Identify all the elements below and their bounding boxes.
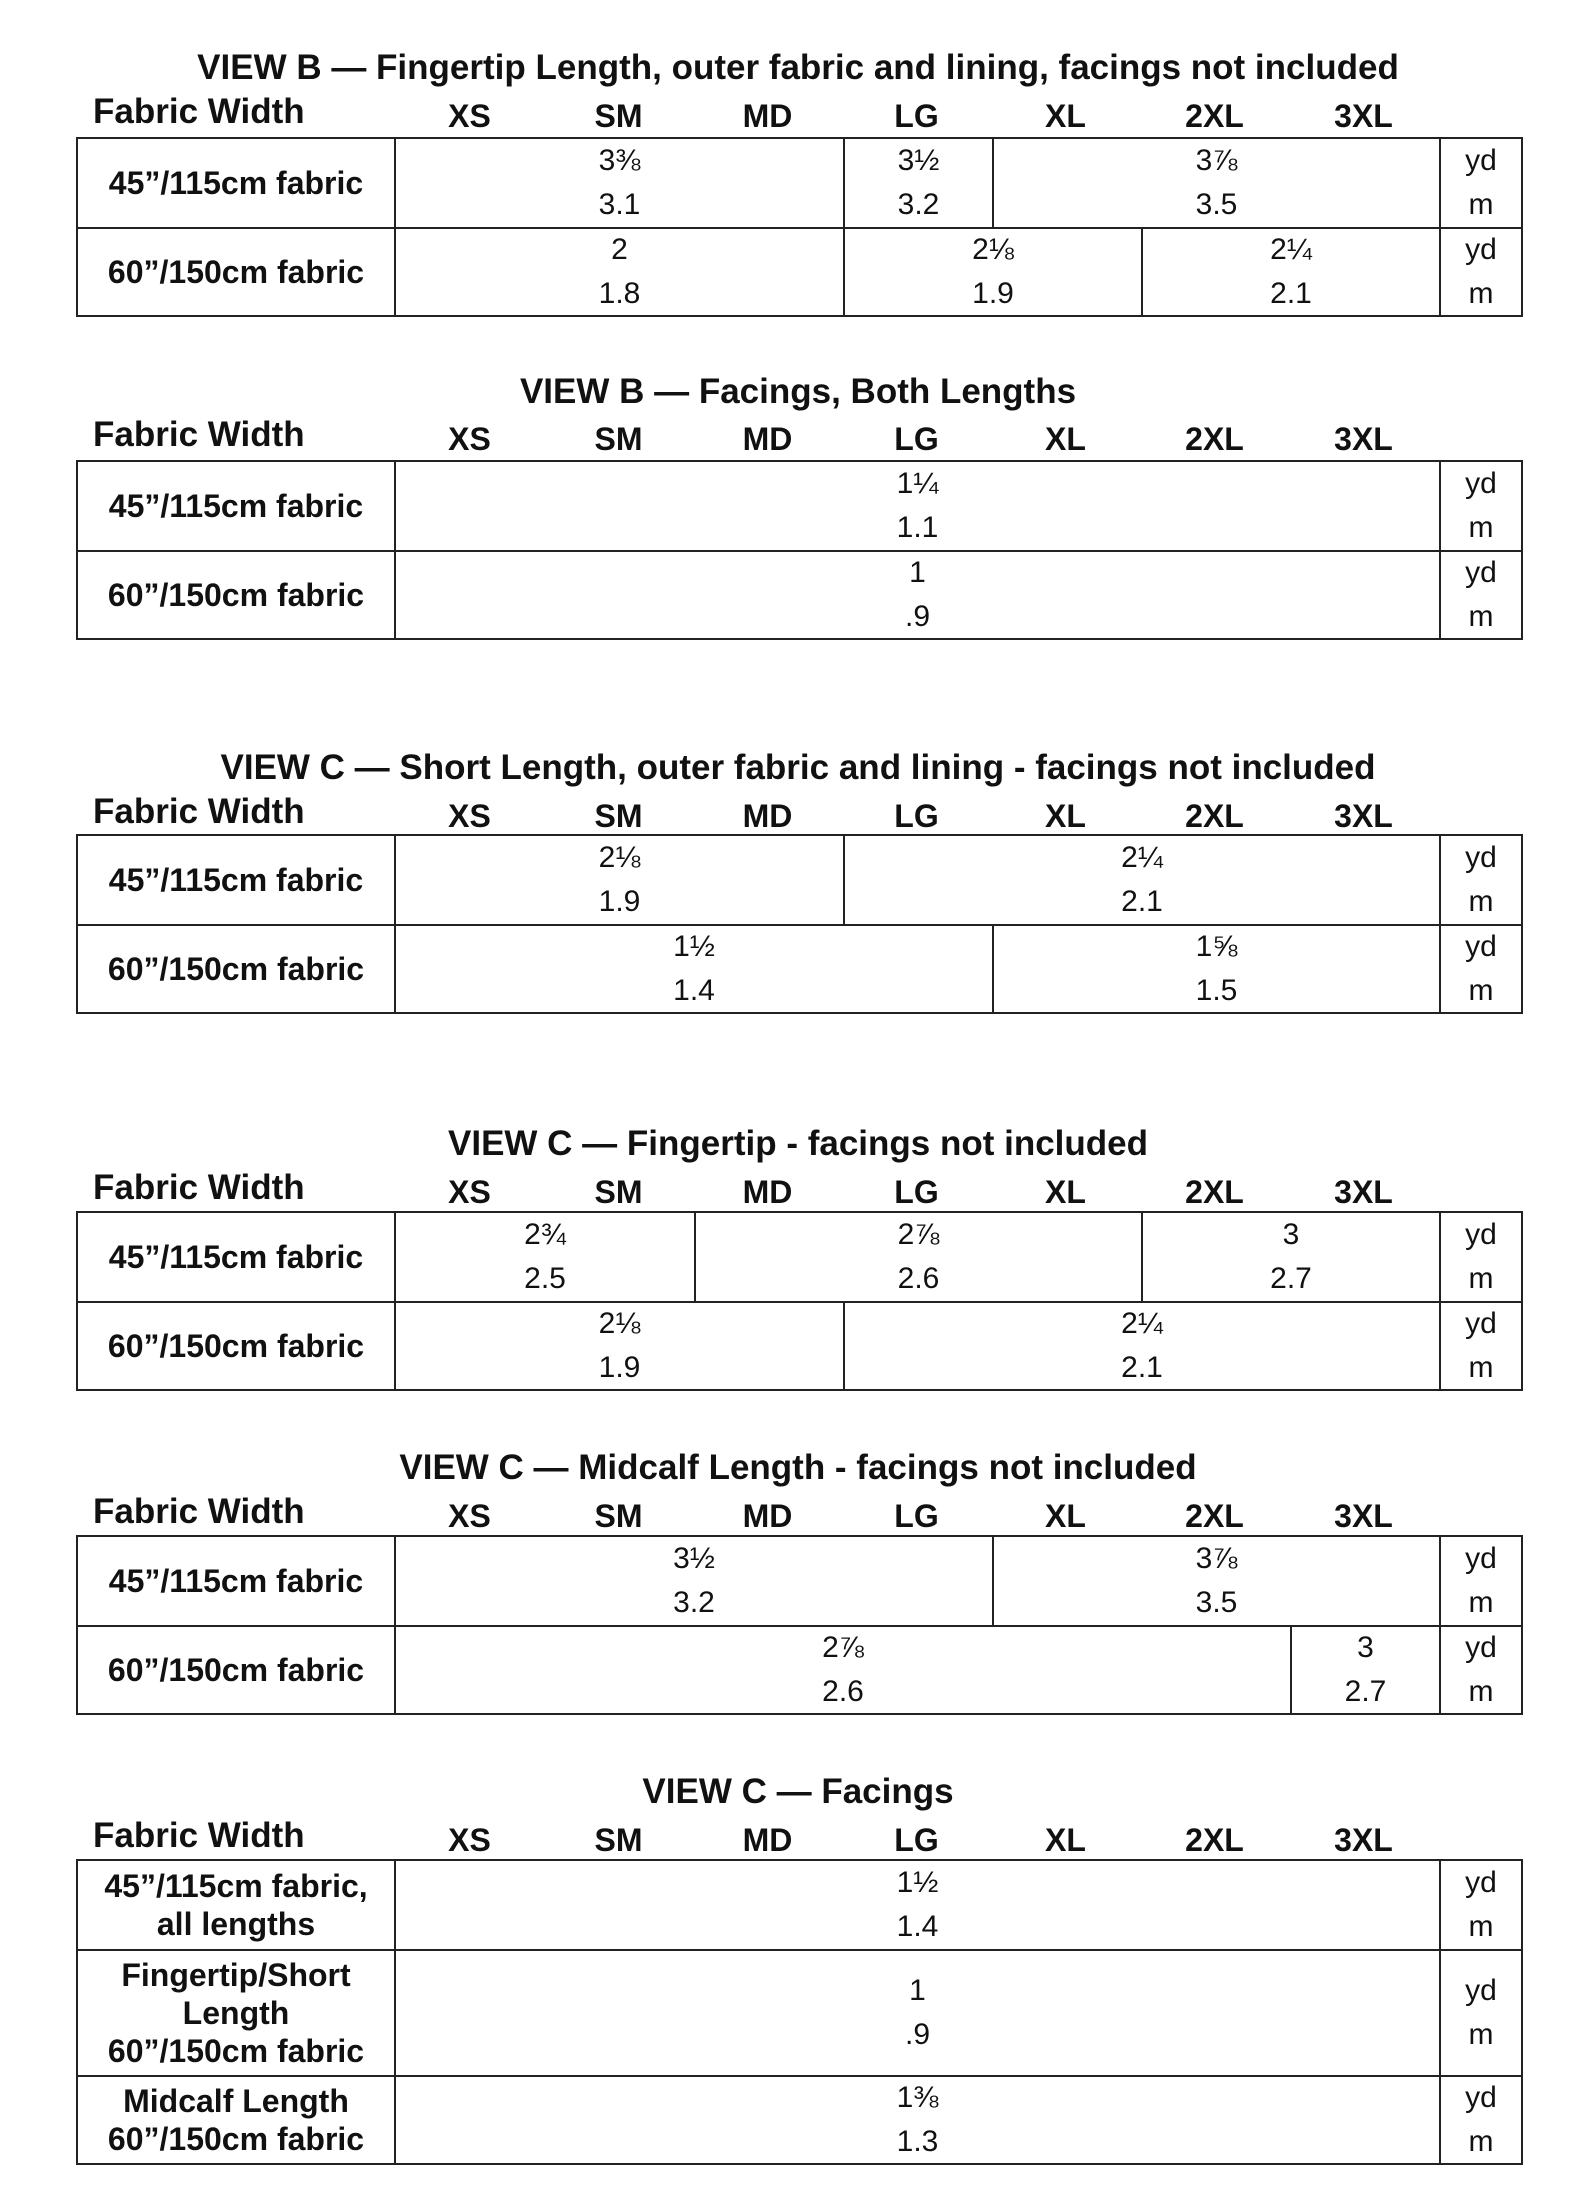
yardage-yd: 1½ bbox=[673, 930, 715, 963]
unit-m: m bbox=[1468, 974, 1494, 1007]
unit-yd: yd bbox=[1465, 233, 1497, 266]
unit-yd: yd bbox=[1465, 1542, 1497, 1575]
yardage-m: 1.4 bbox=[896, 1910, 939, 1943]
size-header-3xl: 3XL bbox=[1334, 798, 1393, 834]
unit-yd: yd bbox=[1465, 1218, 1497, 1251]
row-label: 45”/115cm fabric bbox=[78, 1537, 396, 1625]
size-header-md: MD bbox=[742, 1174, 793, 1210]
fabric-width-header: Fabric Width bbox=[93, 1492, 305, 1531]
yardage-cell bbox=[845, 229, 1143, 315]
size-header-sm: SM bbox=[594, 421, 643, 457]
size-header-3xl: 3XL bbox=[1334, 1174, 1393, 1210]
table-row bbox=[78, 2075, 1521, 2163]
yardage-m: 1.1 bbox=[896, 511, 939, 544]
size-header-xs: XS bbox=[448, 1498, 491, 1534]
row-label: 45”/115cm fabric, all lengths bbox=[78, 1861, 396, 1949]
size-header-xl: XL bbox=[1045, 1498, 1086, 1534]
yardage-m: .9 bbox=[904, 2018, 931, 2051]
unit-column bbox=[1439, 2077, 1521, 2163]
table-row bbox=[78, 1625, 1521, 1713]
unit-column bbox=[1439, 926, 1521, 1012]
row-label: Fingertip/Short Length 60”/150cm fabric bbox=[78, 1951, 396, 2075]
yardage-yd: 3 bbox=[1282, 1218, 1300, 1251]
unit-column bbox=[1439, 1861, 1521, 1949]
row-label: 60”/150cm fabric bbox=[78, 1303, 396, 1389]
table-title: VIEW C — Facings bbox=[642, 1772, 954, 1811]
yardage-m: 2.5 bbox=[524, 1262, 566, 1295]
row-label: 60”/150cm fabric bbox=[78, 229, 396, 315]
row-label: Midcalf Length 60”/150cm fabric bbox=[78, 2077, 396, 2163]
table-title: VIEW B — Facings, Both Lengths bbox=[519, 372, 1077, 411]
unit-yd: yd bbox=[1465, 144, 1497, 177]
unit-yd: yd bbox=[1465, 841, 1497, 874]
size-header-lg: LG bbox=[894, 798, 939, 834]
yardage-cell bbox=[845, 139, 994, 227]
yardage-m: 1.5 bbox=[1195, 974, 1238, 1007]
size-header-3xl: 3XL bbox=[1334, 1498, 1393, 1534]
yardage-cell bbox=[994, 926, 1439, 1012]
size-header-2xl: 2XL bbox=[1185, 98, 1244, 134]
size-header-md: MD bbox=[742, 798, 793, 834]
yardage-m: 1.9 bbox=[598, 885, 641, 918]
yardage-cell bbox=[396, 462, 1439, 550]
size-header-lg: LG bbox=[894, 98, 939, 134]
unit-yd: yd bbox=[1465, 1631, 1497, 1664]
unit-yd: yd bbox=[1465, 1866, 1497, 1899]
yardage-cell bbox=[396, 139, 845, 227]
size-header-2xl: 2XL bbox=[1185, 1822, 1244, 1858]
size-header-md: MD bbox=[742, 421, 793, 457]
yardage-cell bbox=[845, 836, 1439, 924]
size-header-md: MD bbox=[742, 1822, 793, 1858]
size-header-xs: XS bbox=[448, 421, 491, 457]
size-header-lg: LG bbox=[894, 1498, 939, 1534]
row-label: 45”/115cm fabric bbox=[78, 1213, 396, 1301]
table-title: VIEW C — Midcalf Length - facings not included bbox=[399, 1448, 1197, 1487]
table-title: VIEW C — Short Length, outer fabric and lining - facings not included bbox=[220, 748, 1376, 787]
yardage-yd: 3 bbox=[1357, 1631, 1374, 1664]
yardage-m: 2.6 bbox=[822, 1675, 864, 1708]
unit-m: m bbox=[1468, 188, 1494, 221]
fabric-width-header: Fabric Width bbox=[93, 92, 305, 131]
yardage-m: 2.7 bbox=[1270, 1262, 1312, 1295]
unit-m: m bbox=[1468, 885, 1494, 918]
unit-column bbox=[1439, 462, 1521, 550]
unit-m: m bbox=[1468, 511, 1494, 544]
unit-column bbox=[1439, 552, 1521, 638]
yardage-yd: 3⅞ bbox=[1195, 1542, 1238, 1575]
unit-yd: yd bbox=[1465, 2081, 1497, 2114]
fabric-width-header: Fabric Width bbox=[93, 792, 305, 831]
yardage-yd: 2¾ bbox=[524, 1218, 566, 1251]
size-header-lg: LG bbox=[894, 1822, 939, 1858]
size-header-xs: XS bbox=[448, 798, 491, 834]
table-row bbox=[78, 139, 1521, 227]
yardage-yd: 2¼ bbox=[1270, 233, 1312, 266]
yardage-yd: 1⅝ bbox=[1195, 930, 1238, 963]
yardage-m: 3.2 bbox=[673, 1586, 715, 1619]
table-row bbox=[78, 1537, 1521, 1625]
yardage-cell bbox=[994, 1537, 1439, 1625]
size-header-sm: SM bbox=[594, 98, 643, 134]
row-label: 60”/150cm fabric bbox=[78, 1627, 396, 1713]
yardage-cell bbox=[396, 229, 845, 315]
fabric-width-header: Fabric Width bbox=[93, 1816, 305, 1855]
size-header-sm: SM bbox=[594, 1498, 643, 1534]
yardage-cell bbox=[396, 552, 1439, 638]
yardage-yd: 2 bbox=[611, 233, 628, 266]
unit-m: m bbox=[1468, 2125, 1494, 2158]
yardage-m: .9 bbox=[904, 600, 931, 633]
size-header-xl: XL bbox=[1045, 1822, 1086, 1858]
yardage-yd: 3½ bbox=[897, 144, 940, 177]
yardage-m: 3.1 bbox=[598, 188, 641, 221]
yardage-cell bbox=[396, 836, 845, 924]
unit-column bbox=[1439, 1303, 1521, 1389]
yardage-m: 1.9 bbox=[972, 277, 1014, 310]
table-row bbox=[78, 1949, 1521, 2075]
yardage-cell bbox=[396, 2077, 1439, 2163]
size-header-xs: XS bbox=[448, 1174, 491, 1210]
row-label: 45”/115cm fabric bbox=[78, 836, 396, 924]
unit-column bbox=[1439, 1627, 1521, 1713]
size-header-3xl: 3XL bbox=[1334, 98, 1393, 134]
yardage-m: 3.2 bbox=[897, 188, 940, 221]
size-header-xs: XS bbox=[448, 98, 491, 134]
unit-yd: yd bbox=[1465, 1974, 1497, 2007]
size-header-lg: LG bbox=[894, 421, 939, 457]
yardage-yd: 1 bbox=[909, 556, 926, 589]
table-row bbox=[78, 1213, 1521, 1301]
yardage-grid bbox=[76, 460, 1523, 640]
yardage-yd: 2⅞ bbox=[822, 1631, 864, 1664]
fabric-width-header: Fabric Width bbox=[93, 1168, 305, 1207]
yardage-m: 2.1 bbox=[1121, 885, 1163, 918]
unit-column bbox=[1439, 1951, 1521, 2075]
unit-column bbox=[1439, 1213, 1521, 1301]
yardage-yd: 1½ bbox=[896, 1866, 939, 1899]
unit-column bbox=[1439, 836, 1521, 924]
unit-yd: yd bbox=[1465, 1307, 1497, 1340]
yardage-yd: 2⅛ bbox=[598, 1307, 641, 1340]
size-header-2xl: 2XL bbox=[1185, 1174, 1244, 1210]
yardage-m: 2.1 bbox=[1270, 277, 1312, 310]
yardage-grid bbox=[76, 1535, 1523, 1715]
size-header-xl: XL bbox=[1045, 1174, 1086, 1210]
size-header-2xl: 2XL bbox=[1185, 798, 1244, 834]
row-label: 60”/150cm fabric bbox=[78, 552, 396, 638]
yardage-yd: 2⅞ bbox=[897, 1218, 940, 1251]
yardage-yd: 1 bbox=[909, 1974, 926, 2007]
yardage-yd: 2⅛ bbox=[598, 841, 641, 874]
yardage-cell bbox=[396, 926, 994, 1012]
yardage-grid bbox=[76, 1211, 1523, 1391]
yardage-m: 3.5 bbox=[1195, 188, 1238, 221]
yardage-m: 2.1 bbox=[1121, 1351, 1163, 1384]
unit-column bbox=[1439, 229, 1521, 315]
yardage-m: 1.4 bbox=[673, 974, 715, 1007]
size-header-2xl: 2XL bbox=[1185, 421, 1244, 457]
yardage-yd: 2⅛ bbox=[972, 233, 1014, 266]
yardage-yd: 1¼ bbox=[896, 467, 939, 500]
table-row bbox=[78, 227, 1521, 315]
size-header-3xl: 3XL bbox=[1334, 1822, 1393, 1858]
size-header-xl: XL bbox=[1045, 421, 1086, 457]
yardage-cell bbox=[396, 1303, 845, 1389]
yardage-yd: 3⅜ bbox=[598, 144, 641, 177]
size-header-2xl: 2XL bbox=[1185, 1498, 1244, 1534]
yardage-yd: 3½ bbox=[673, 1542, 715, 1575]
yardage-yd: 1⅜ bbox=[896, 2081, 939, 2114]
size-header-md: MD bbox=[742, 1498, 793, 1534]
yardage-yd: 2¼ bbox=[1121, 1307, 1163, 1340]
unit-m: m bbox=[1468, 1586, 1494, 1619]
unit-m: m bbox=[1468, 277, 1494, 310]
table-row bbox=[78, 924, 1521, 1012]
table-row bbox=[78, 836, 1521, 924]
yardage-cell bbox=[845, 1303, 1439, 1389]
yardage-cell bbox=[1292, 1627, 1439, 1713]
unit-yd: yd bbox=[1465, 930, 1497, 963]
row-label: 45”/115cm fabric bbox=[78, 139, 396, 227]
fabric-width-header: Fabric Width bbox=[93, 415, 305, 454]
unit-m: m bbox=[1468, 600, 1494, 633]
table-row bbox=[78, 1861, 1521, 1949]
row-label: 45”/115cm fabric bbox=[78, 462, 396, 550]
table-title: VIEW C — Fingertip - facings not included bbox=[448, 1124, 1148, 1163]
yardage-m: 2.7 bbox=[1344, 1675, 1387, 1708]
yardage-grid bbox=[76, 137, 1523, 317]
size-header-lg: LG bbox=[894, 1174, 939, 1210]
yardage-m: 2.6 bbox=[897, 1262, 940, 1295]
yardage-m: 1.3 bbox=[896, 2125, 939, 2158]
size-header-xs: XS bbox=[448, 1822, 491, 1858]
unit-column bbox=[1439, 139, 1521, 227]
size-header-xl: XL bbox=[1045, 798, 1086, 834]
table-title: VIEW B — Fingertip Length, outer fabric and lining, facings not included bbox=[197, 48, 1399, 87]
size-header-md: MD bbox=[742, 98, 793, 134]
yardage-cell bbox=[1143, 1213, 1439, 1301]
size-header-xl: XL bbox=[1045, 98, 1086, 134]
unit-column bbox=[1439, 1537, 1521, 1625]
yardage-cell bbox=[1143, 229, 1439, 315]
unit-m: m bbox=[1468, 1351, 1494, 1384]
yardage-cell bbox=[396, 1951, 1439, 2075]
row-label: 60”/150cm fabric bbox=[78, 926, 396, 1012]
yardage-m: 1.9 bbox=[598, 1351, 641, 1384]
unit-m: m bbox=[1468, 1910, 1494, 1943]
yardage-grid bbox=[76, 834, 1523, 1014]
yardage-grid bbox=[76, 1859, 1523, 2165]
table-row bbox=[78, 550, 1521, 638]
unit-m: m bbox=[1468, 1675, 1494, 1708]
unit-yd: yd bbox=[1465, 467, 1497, 500]
size-header-sm: SM bbox=[594, 798, 643, 834]
yardage-yd: 3⅞ bbox=[1195, 144, 1238, 177]
yardage-cell bbox=[396, 1213, 696, 1301]
unit-yd: yd bbox=[1465, 556, 1497, 589]
yardage-cell bbox=[696, 1213, 1143, 1301]
yardage-yd: 2¼ bbox=[1121, 841, 1163, 874]
size-header-3xl: 3XL bbox=[1334, 421, 1393, 457]
yardage-cell bbox=[994, 139, 1439, 227]
yardage-cell bbox=[396, 1861, 1439, 1949]
yardage-cell bbox=[396, 1627, 1292, 1713]
unit-m: m bbox=[1468, 2018, 1494, 2051]
table-row bbox=[78, 1301, 1521, 1389]
unit-m: m bbox=[1468, 1262, 1494, 1295]
yardage-m: 3.5 bbox=[1195, 1586, 1238, 1619]
size-header-sm: SM bbox=[594, 1822, 643, 1858]
yardage-cell bbox=[396, 1537, 994, 1625]
yardage-m: 1.8 bbox=[598, 277, 641, 310]
size-header-sm: SM bbox=[594, 1174, 643, 1210]
table-row bbox=[78, 462, 1521, 550]
